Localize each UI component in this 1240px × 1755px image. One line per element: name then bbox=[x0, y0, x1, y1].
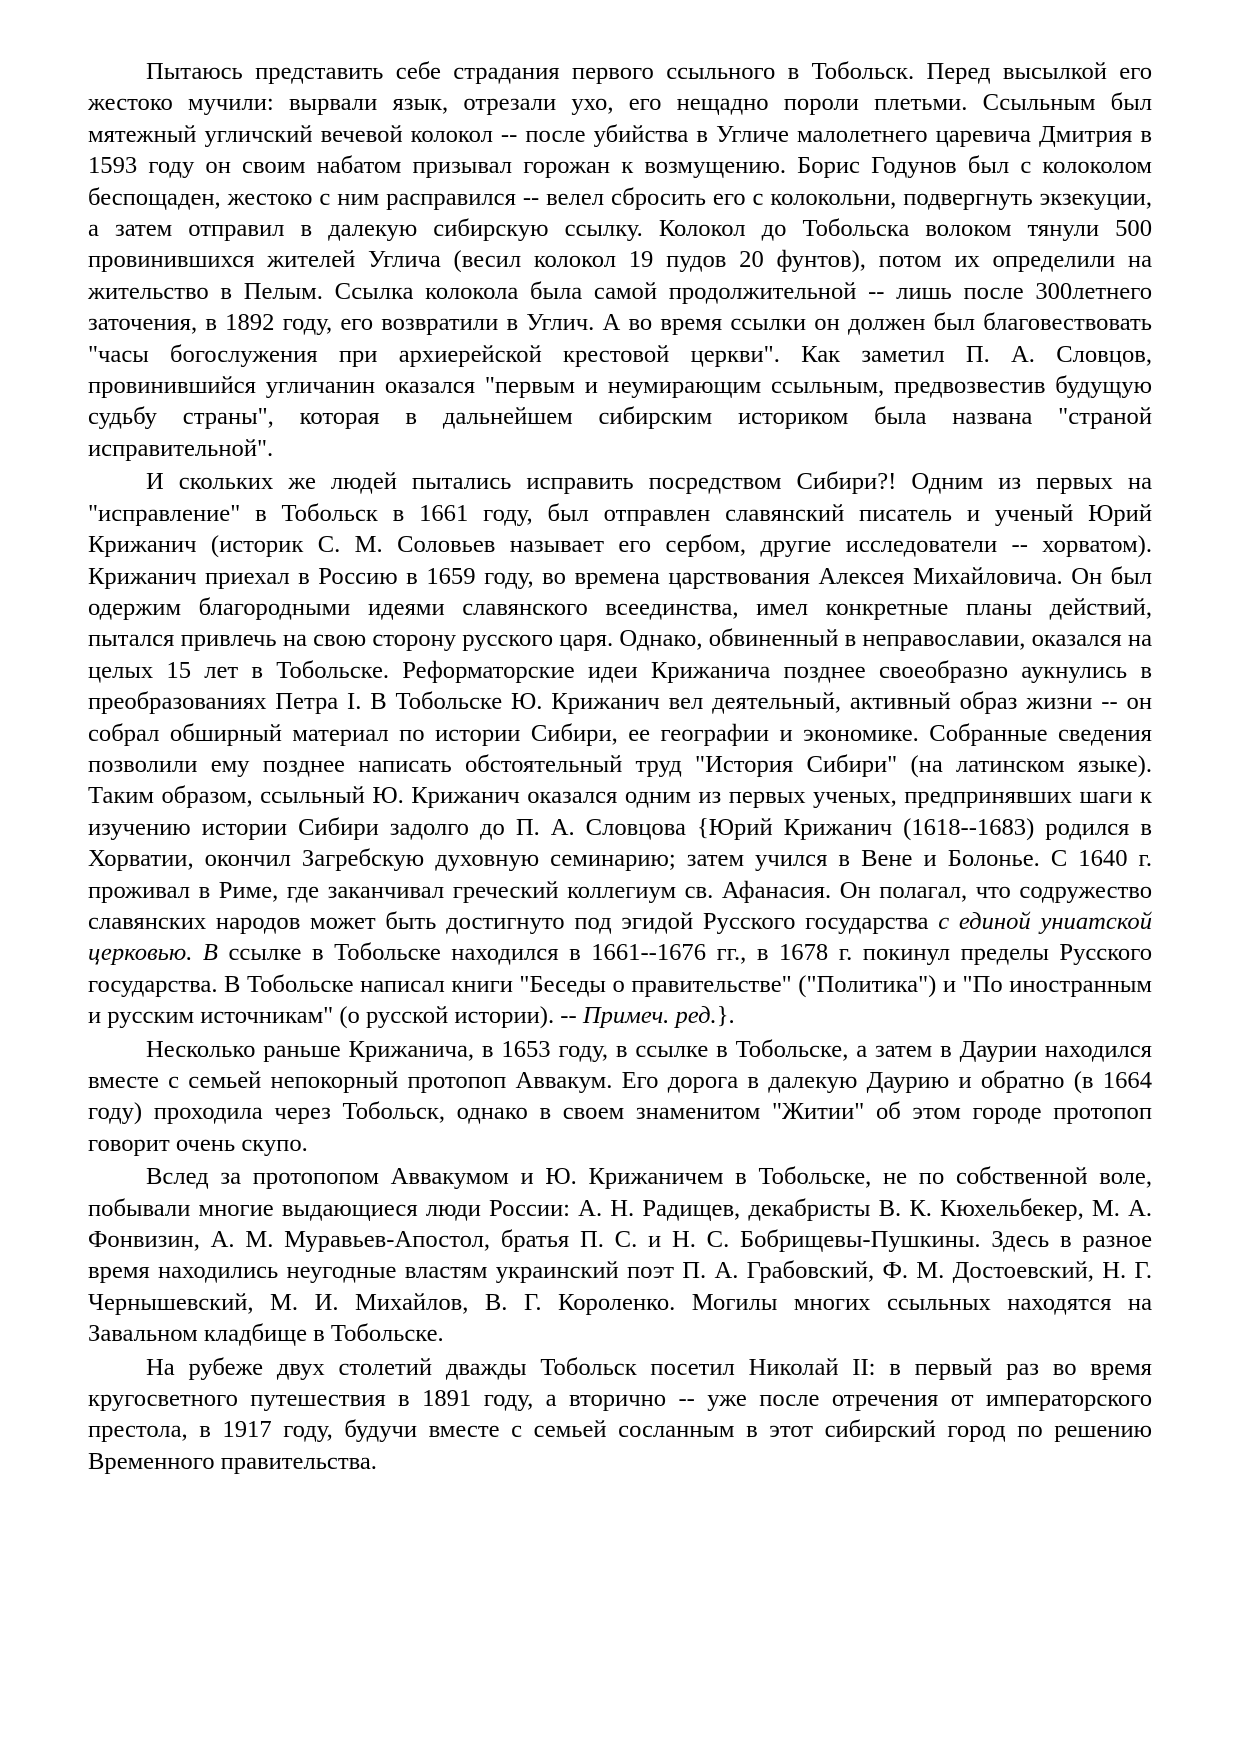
paragraph-krizhanich-italic-1: с единой униатской церковью. В bbox=[88, 907, 1152, 967]
paragraph-krizhanich bbox=[88, 466, 1152, 1031]
paragraph-krizhanich-text-1: И скольких же людей пытались исправить посредством Сибири?! Одним из первых на "исправление" в Тобольск в 1661 году, был отправлен славянский писатель и ученый Юрий Крижанич (историк С. М. Соловьев называет его сербом, другие исследователи -- хорватом). Крижанич приехал в Россию в 1659 году, во времена царствования Алексея Михайловича. Он был одержим благородными идеями славянского всеединства, имел конкретные планы действий, пытался привлечь на свою сторону русского царя. Однако, обвиненный в неправославии, оказался на целых 15 лет в Тобольске. Реформаторские идеи Крижанича позднее своеобразно аукнулись в преобразованиях Петра I. В Тобольске Ю. Крижанич вел деятельный, активный образ жизни -- он собрал обширный материал по истории Сибири, ее географии и экономике. Собранные сведения позволили ему позднее написать обстоятельный труд "История Сибири" (на латинском языке). Таким образом, ссыльный Ю. Крижанич оказался одним из первых ученых, предпринявших шаги к изучению истории Сибири задолго до П. А. Словцова {Юрий Крижанич (1618--1683) родился в Хорватии, окончил Загребскую духовную семинарию; затем учился в Вене и Болонье. С 1640 г. проживал в Риме, где заканчивал греческий коллегиум св. Афанасия. Он полагал, что содружество славянских народов может быть достигнуто под эгидой Русского государства bbox=[88, 468, 1152, 935]
paragraph-krizhanich-text-3: }. bbox=[716, 1002, 735, 1030]
paragraph-notable-exiles: Вслед за протопопом Аввакумом и Ю. Крижаничем в Тобольске, не по собственной воле, побывали многие выдающиеся люди России: А. Н. Радищев, декабристы В. К. Кюхельбекер, М. А. Фонвизин, А. М. Муравьев-Апостол, братья П. С. и Н. С. Бобрищевы-Пушкины. Здесь в разное время находились неугодные властям украинский поэт П. А. Грабовский, Ф. М. Достоевский, Н. Г. Чернышевский, М. И. Михайлов, В. Г. Короленко. Могилы многих ссыльных находятся на Завальном кладбище в Тобольске. bbox=[88, 1163, 1152, 1348]
paragraph-avvakum: Несколько раньше Крижанича, в 1653 году, в ссылке в Тобольске, а затем в Даурии находился вместе с семьей непокорный протопоп Аввакум. Его дорога в далекую Даурию и обратно (в 1664 году) проходила через Тобольск, однако в своем знаменитом "Житии" об этом городе протопоп говорит очень скупо. bbox=[88, 1035, 1152, 1157]
editor-note-italic: Примеч. ред. bbox=[582, 1002, 717, 1030]
paragraph-nicholas-ii: На рубеже двух столетий дважды Тобольск посетил Николай II: в первый раз во время кругосветного путешествия в 1891 году, а вторично -- уже после отречения от императорского престола, в 1917 году, будучи вместе с семьей сосланным в этот сибирский город по решению Временного правительства. bbox=[88, 1353, 1152, 1475]
document-page bbox=[88, 56, 1152, 1477]
paragraph-bell-exile: Пытаюсь представить себе страдания первого ссыльного в Тобольск. Перед высылкой его жестоко мучили: вырвали язык, отрезали ухо, его нещадно пороли плетьми. Ссыльным был мятежный угличский вечевой колокол -- после убийства в Угличе малолетнего царевича Дмитрия в 1593 году он своим набатом призывал горожан к возмущению. Борис Годунов был с колоколом беспощаден, жестоко с ним расправился -- велел сбросить его с колокольни, подвергнуть экзекуции, а затем отправил в далекую сибирскую ссылку. Колокол до Тобольска волоком тянули 500 провинившихся жителей Углича (весил колокол 19 пудов 20 фунтов), потом их определили на жительство в Пелым. Ссылка колокола была самой продолжительной -- лишь после 300летнего заточения, в 1892 году, его возвратили в Углич. А во время ссылки он должен был благовествовать "часы богослужения при архиерейской крестовой церкви". Как заметил П. А. Словцов, провинившийся угличанин оказался "первым и неумирающим ссыльным, предвозвестив будущую судьбу страны", которая в дальнейшем сибирским историком была названа "страной исправительной". bbox=[88, 58, 1152, 462]
paragraph-krizhanich-text-2: ссылке в Тобольске находился в 1661--1676 гг., в 1678 г. покинул пределы Русского государства. В Тобольске написал книги "Беседы о правительстве" ("Политика") и "По иностранным и русским источникам" (о русской истории). -- bbox=[88, 939, 1152, 1030]
